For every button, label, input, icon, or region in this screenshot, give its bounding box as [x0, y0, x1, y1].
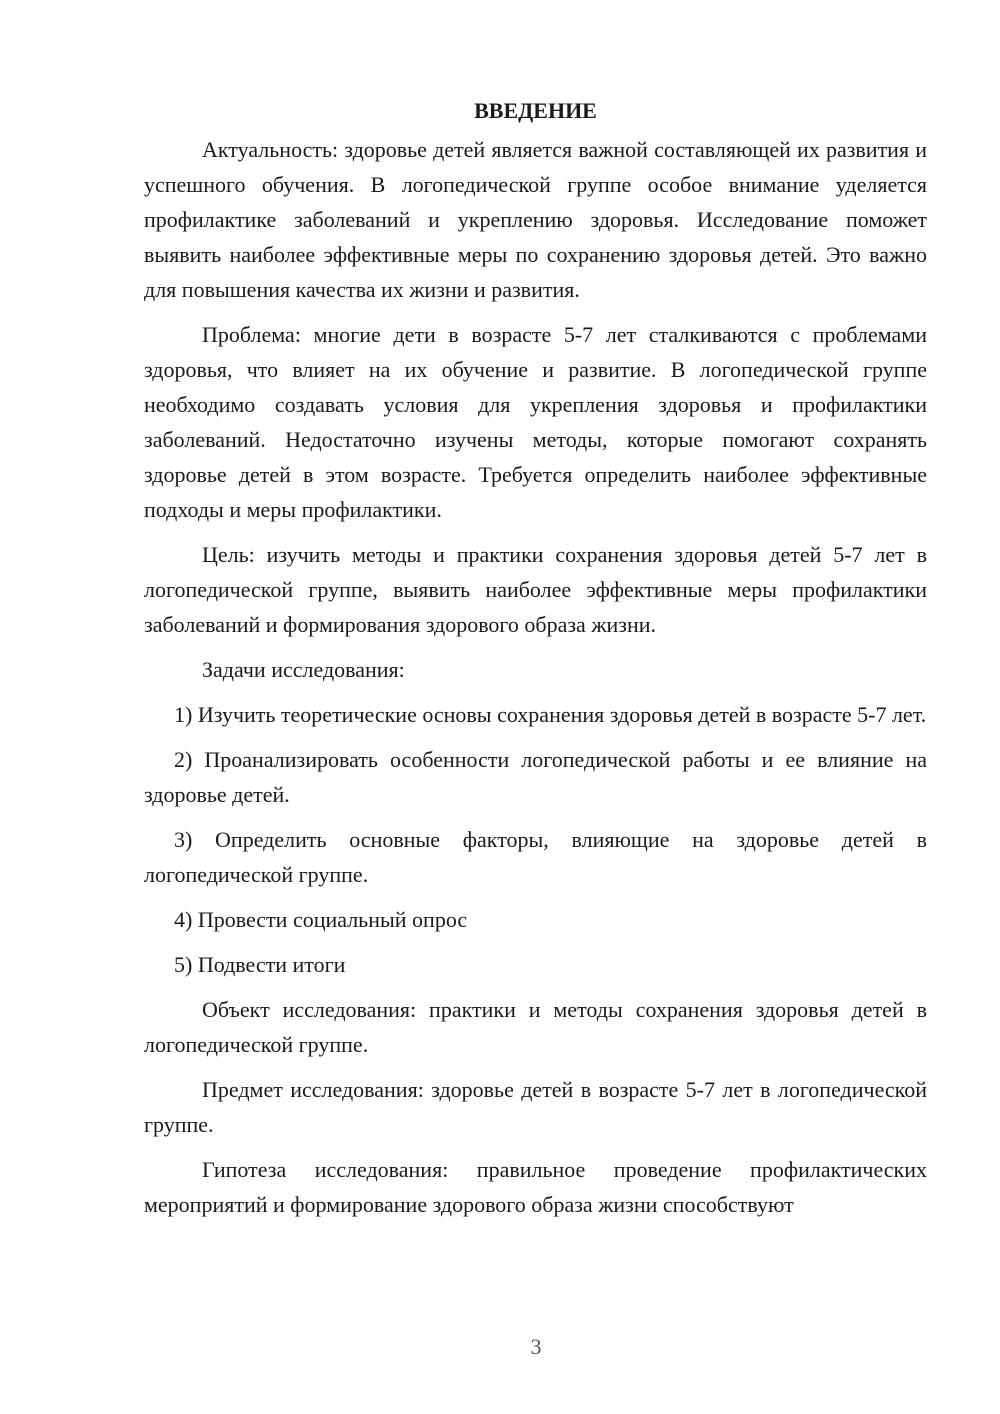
- task-item-3: 3) Определить основные факторы, влияющие на здоровье детей в логопедической группе.: [144, 827, 927, 887]
- paragraph-relevance: Актуальность: здоровье детей является важной составляющей их развития и успешного обучения. В логопедической группе особое внимание уделяется профилактике заболеваний и укреплению здоровья. Исследование поможет выявить наиболее эффективные меры по сохранению здоровья детей. Это важно для повышения качества их жизни и развития.: [144, 137, 927, 302]
- task-item-1: 1) Изучить теоретические основы сохранения здоровья детей в возрасте 5-7 лет.: [174, 702, 927, 727]
- paragraph-hypothesis: Гипотеза исследования: правильное проведение профилактических мероприятий и формирование здорового образа жизни способствуют: [144, 1157, 927, 1217]
- paragraph-subject: Предмет исследования: здоровье детей в возрасте 5-7 лет в логопедической группе.: [144, 1077, 927, 1137]
- page-number: 3: [530, 1334, 542, 1359]
- task-item-2: 2) Проанализировать особенности логопедической работы и ее влияние на здоровье детей.: [144, 747, 927, 807]
- paragraph-goal: Цель: изучить методы и практики сохранения здоровья детей 5-7 лет в логопедической группе, выявить наиболее эффективные меры профилактики заболеваний и формирования здорового образа жизни.: [144, 542, 927, 637]
- paragraph-object: Объект исследования: практики и методы сохранения здоровья детей в логопедической группе.: [144, 997, 927, 1057]
- document-page: [144, 96, 927, 1232]
- task-item-4: 4) Провести социальный опрос: [174, 907, 468, 932]
- section-title: ВВЕДЕНИЕ: [474, 98, 597, 123]
- paragraph-tasks-heading: Задачи исследования:: [202, 657, 405, 682]
- paragraph-problem: Проблема: многие дети в возрасте 5-7 лет сталкиваются с проблемами здоровья, что влияет на их обучение и развитие. В логопедической группе необходимо создавать условия для укрепления здоровья и профилактики заболеваний. Недостаточно изучены методы, которые помогают сохранять здоровье детей в этом возрасте. Требуется определить наиболее эффективные подходы и меры профилактики.: [144, 322, 927, 522]
- task-item-5: 5) Подвести итоги: [174, 952, 346, 977]
